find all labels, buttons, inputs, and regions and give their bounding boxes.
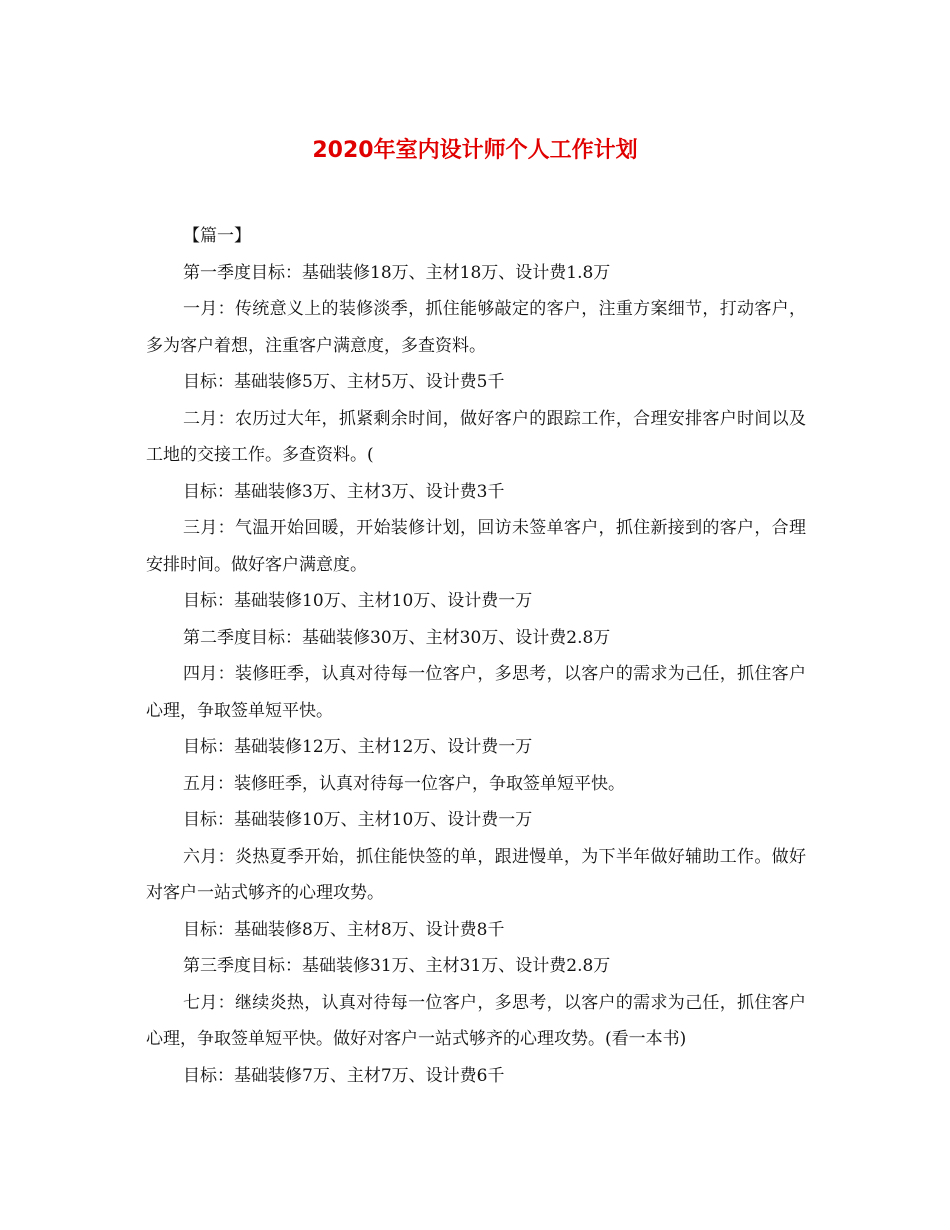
paragraph-february: 二月：农历过大年，抓紧剩余时间，做好客户的跟踪工作，合理安排客户时间以及工地的交接工作。多查资料。( — [146, 408, 806, 465]
paragraph-q1-target: 第一季度目标：基础装修18万、主材18万、设计费1.8万 — [183, 262, 611, 283]
paragraph-may-target: 目标：基础装修10万、主材10万、设计费一万 — [183, 810, 533, 830]
paragraph-june: 六月：炎热夏季开始，抓住能快签的单，跟进慢单，为下半年做好辅助工作。做好对客户一站式够齐的心理攻势。 — [146, 846, 806, 903]
paragraph-may: 五月：装修旺季，认真对待每一位客户，争取签单短平快。 — [183, 773, 625, 794]
paragraph-april: 四月：装修旺季，认真对待每一位客户，多思考，以客户的需求为己任，抓住客户心理，争取签单短平快。 — [146, 664, 806, 721]
paragraph-q2-target: 第二季度目标：基础装修30万、主材30万、设计费2.8万 — [183, 627, 611, 648]
document-body — [146, 218, 806, 1094]
paragraph-april-target: 目标：基础装修12万、主材12万、设计费一万 — [183, 737, 533, 757]
paragraph-march: 三月：气温开始回暖，开始装修计划，回访未签单客户，抓住新接到的客户，合理安排时间。做好客户满意度。 — [146, 518, 806, 575]
paragraph-january: 一月：传统意义上的装修淡季，抓住能够敲定的客户，注重方案细节，打动客户，多为客户着想，注重客户满意度，多查资料。 — [146, 299, 806, 356]
section-heading: 【篇一】 — [183, 226, 251, 246]
paragraph-july: 七月：继续炎热，认真对待每一位客户，多思考，以客户的需求为己任，抓住客户心理，争取签单短平快。做好对客户一站式够齐的心理攻势。(看一本书) — [146, 992, 806, 1049]
paragraph-march-target: 目标：基础装修10万、主材10万、设计费一万 — [183, 591, 533, 611]
paragraph-february-target: 目标：基础装修3万、主材3万、设计费3千 — [183, 481, 505, 502]
paragraph-q3-target: 第三季度目标：基础装修31万、主材31万、设计费2.8万 — [183, 956, 611, 976]
paragraph-june-target: 目标：基础装修8万、主材8万、设计费8千 — [183, 919, 505, 940]
document-title: 2020年室内设计师个人工作计划 — [312, 138, 638, 163]
paragraph-january-target: 目标：基础装修5万、主材5万、设计费5千 — [183, 372, 505, 392]
paragraph-july-target: 目标：基础装修7万、主材7万、设计费6千 — [183, 1065, 505, 1086]
